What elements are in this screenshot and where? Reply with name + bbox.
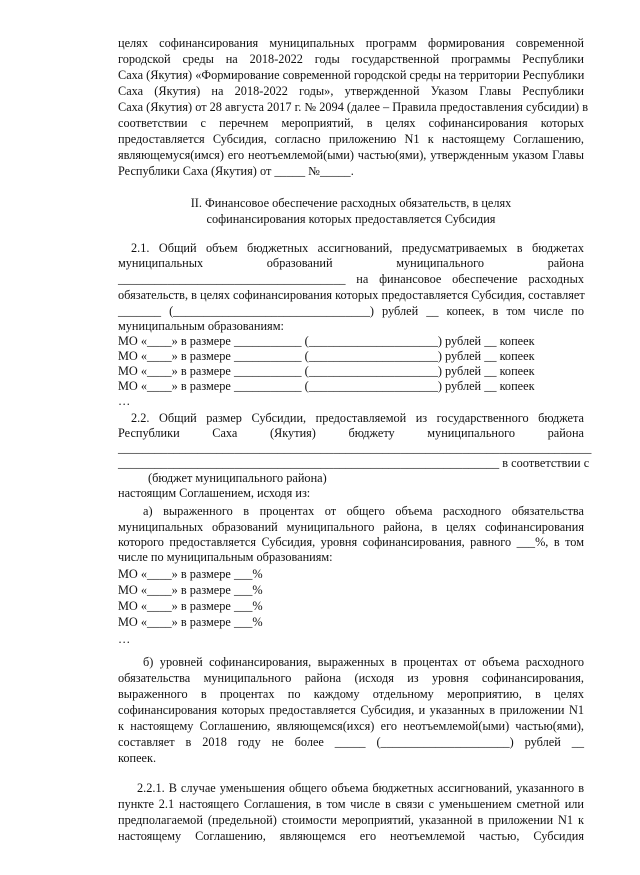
clause-2-1-line: муниципальным образованиям:: [118, 319, 284, 333]
intro-line: городской среды на 2018-2022 годы государственной программы Республики: [118, 52, 584, 66]
clause-a-line: которого предоставляется Субсидия, уровня софинансирования, равного ___%, в том: [118, 535, 584, 549]
mo-money-row: МО «____» в размере ___________ (_____________________) рублей __ копеек: [118, 349, 535, 363]
intro-line: целях софинансирования муниципальных программ формирования современной: [118, 36, 584, 50]
ellipsis: …: [118, 394, 131, 408]
clause-2-1-line: обязательств, в целях софинансирования которых предоставляется Субсидия, составляет: [118, 288, 585, 302]
clause-2-2-line: _____________________________________________________________________________: [118, 441, 592, 455]
clause-2-1-line: _______ (________________________________) рублей __ копеек, в том числе по: [118, 304, 584, 318]
section-title: софинансирования которых предоставляется Субсидия: [206, 212, 496, 226]
clause-a-line: муниципальных образований муниципального района, в целях софинансирования: [118, 520, 584, 534]
clause-2-2-line: Республики Саха (Якутия) бюджету муниципального района: [118, 426, 584, 440]
clause-b-line: б) уровней софинансирования, выраженных в процентах от объема расходного: [143, 655, 584, 669]
clause-2-2-1-line: настоящему Соглашению, являющемся его неотъемлемой частью, Субсидия: [118, 829, 584, 843]
clause-2-1-line: 2.1. Общий объем бюджетных ассигнований, предусматриваемых в бюджетах: [131, 241, 584, 255]
intro-line: являющемуся(имся) его неотъемлемой(ыми) частью(ями), утвержденным указом Главы: [118, 148, 584, 162]
mo-money-row: МО «____» в размере ___________ (_____________________) рублей __ копеек: [118, 379, 535, 393]
clause-2-2-line: настоящим Соглашением, исходя из:: [118, 486, 311, 500]
clause-b-line: к настоящему Соглашению, являющемся(ихся) его неотъемлемой(ыми) частью(ями),: [118, 719, 584, 733]
mo-percent-row: МО «____» в размере ___%: [118, 615, 263, 629]
mo-percent-row: МО «____» в размере ___%: [118, 599, 263, 613]
clause-2-2-1-line: 2.2.1. В случае уменьшения общего объема бюджетных ассигнований, указанного в: [137, 781, 584, 795]
intro-line: предоставляется Субсидия, согласно приложению N1 к настоящему Соглашению,: [118, 132, 584, 146]
section-title: II. Финансовое обеспечение расходных обязательств, в целях: [190, 196, 512, 210]
clause-b-line: составляет в 2018 году не более _____ (_____________________) рублей __: [118, 735, 584, 749]
clause-2-2-line: ______________________________________________________________ в соответствии с: [118, 456, 590, 470]
clause-2-2-1-line: пункте 2.1 настоящего Соглашения, в том числе в связи с уменьшением сметной или: [118, 797, 584, 811]
clause-2-1-line: _____________________________________ на финансовое обеспечение расходных: [118, 272, 584, 286]
clause-a-line: а) выраженного в процентах от общего объема расходного обязательства: [143, 504, 584, 518]
clause-2-2-line: 2.2. Общий размер Субсидии, предоставляемой из государственного бюджета: [131, 411, 584, 425]
clause-b-line: обязательства муниципального района (исходя из уровня софинансирования,: [118, 671, 584, 685]
clause-b-line: копеек.: [118, 751, 157, 765]
clause-a-line: числе по муниципальным образованиям:: [118, 550, 333, 564]
clause-2-1-line: муниципальных образований муниципального района: [118, 256, 584, 270]
mo-money-row: МО «____» в размере ___________ (_____________________) рублей __ копеек: [118, 334, 535, 348]
intro-line: Республики Саха (Якутия) от _____ №_____.: [118, 164, 354, 178]
caption-budget: (бюджет муниципального района): [148, 471, 327, 485]
clause-2-2-1-line: предполагаемой (предельной) стоимости мероприятий, указанной в приложении N1 к: [118, 813, 584, 827]
intro-line: Саха (Якутия) на 2018-2022 годы», утвержденной Указом Главы Республики: [118, 84, 584, 98]
intro-line: соответствии с перечнем мероприятий, в целях софинансирования которых: [118, 116, 584, 130]
ellipsis: …: [118, 632, 131, 646]
clause-b-line: софинансирования которых предоставляется Субсидия, и указанных в приложении N1: [118, 703, 584, 717]
mo-percent-row: МО «____» в размере ___%: [118, 583, 263, 597]
intro-line: Саха (Якутия) «Формирование современной городской среды на территории Республики: [118, 68, 585, 82]
mo-money-row: МО «____» в размере ___________ (_____________________) рублей __ копеек: [118, 364, 535, 378]
mo-percent-row: МО «____» в размере ___%: [118, 567, 263, 581]
intro-line: Саха (Якутия) от 28 августа 2017 г. № 2094 (далее – Правила предоставления субсидии) в: [118, 100, 589, 114]
clause-b-line: выраженного в процентах по каждому отдельному мероприятию, в целях: [118, 687, 584, 701]
